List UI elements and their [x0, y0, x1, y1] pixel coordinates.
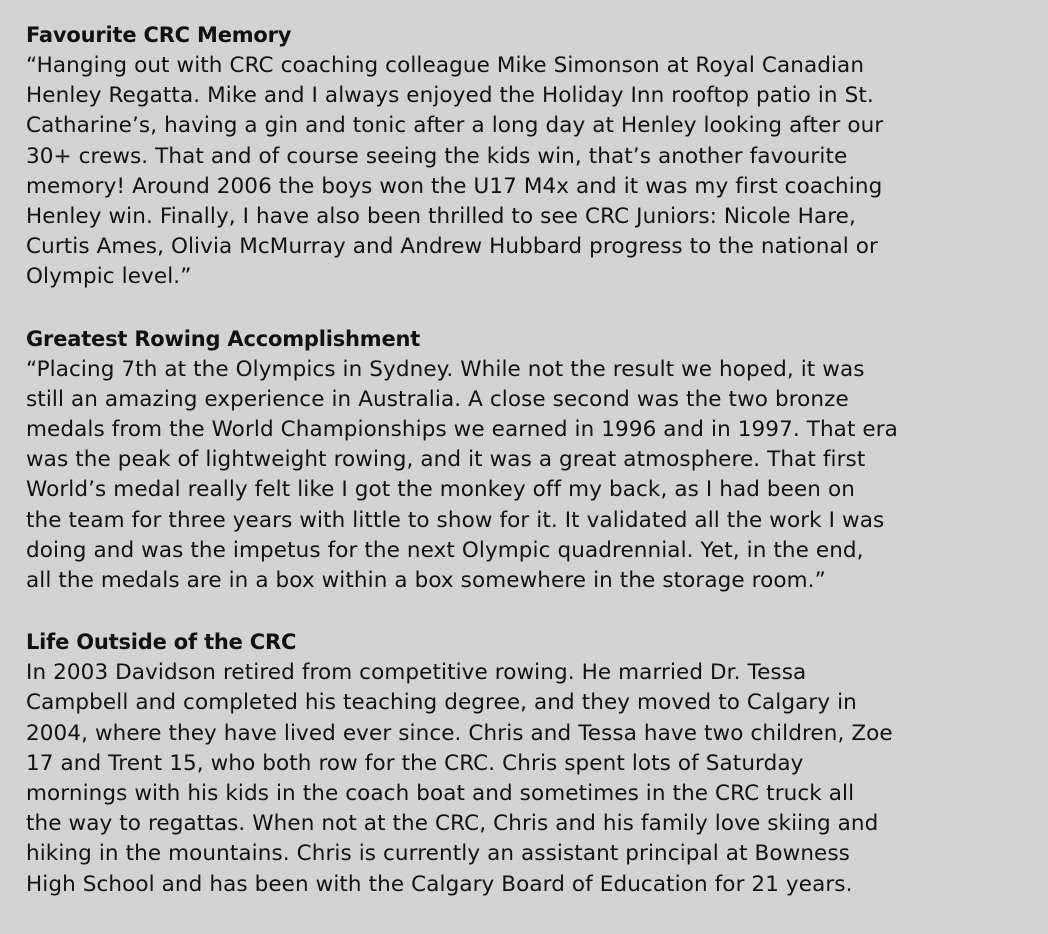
- section-body-life-outside: In 2003 Davidson retired from competitive rowing. He married Dr. Tessa Campbell and completed his teaching degree, and they moved to Calgary in 2004, where they have lived ever since. Chris and Tessa have two children, Zoe 17 and Trent 15, who both row for the CRC. Chris spent lots of Saturday mornings with his kids in the coach boat and sometimes in the CRC truck all the way to regattas. When not at the CRC, Chris and his family love skiing and hiking in the mountains. Chris is currently an assistant principal at Bowness High School and has been with the Calgary Board of Education for 21 years.: [26, 660, 893, 897]
- section-body-greatest-accomplishment: “Placing 7th at the Olympics in Sydney. While not the result we hoped, it was still an amazing experience in Australia. A close second was the two bronze medals from the World Championships we earned in 1996 and in 1997. That era was the peak of lightweight rowing, and it was a great atmosphere. That first World’s medal really felt like I got the monkey off my back, as I had been on the team for three years with little to show for it. It validated all the work I was doing and was the impetus for the next Olympic quadrennial. Yet, in the end, all the medals are in a box within a box somewhere in the storage room.”: [26, 356, 898, 594]
- section-heading-favourite-memory: Favourite CRC Memory: [26, 23, 292, 47]
- section-heading-greatest-accomplishment: Greatest Rowing Accomplishment: [26, 326, 421, 351]
- section-heading-life-outside: Life Outside of the CRC: [26, 630, 297, 655]
- greatest-accomplishment-section: [26, 323, 1028, 597]
- favourite-memory-section: [26, 19, 1028, 293]
- section-body-favourite-memory: “Hanging out with CRC coaching colleague Mike Simonson at Royal Canadian Henley Regatta. Mike and I always enjoyed the Holiday Inn rooftop patio in St. Catharine’s, having a gin and tonic after a long day at Henley looking after our 30+ crews. That and of course seeing the kids win, that’s another favourite memory! Around 2006 the boys won the U17 M4x and it was my first coaching Henley win. Finally, I have also been thrilled to see CRC Juniors: Nicole Hare, Curtis Ames, Olivia McMurray and Andrew Hubbard progress to the national or Olympic level.”: [26, 53, 884, 290]
- life-outside-section: [26, 626, 1028, 900]
